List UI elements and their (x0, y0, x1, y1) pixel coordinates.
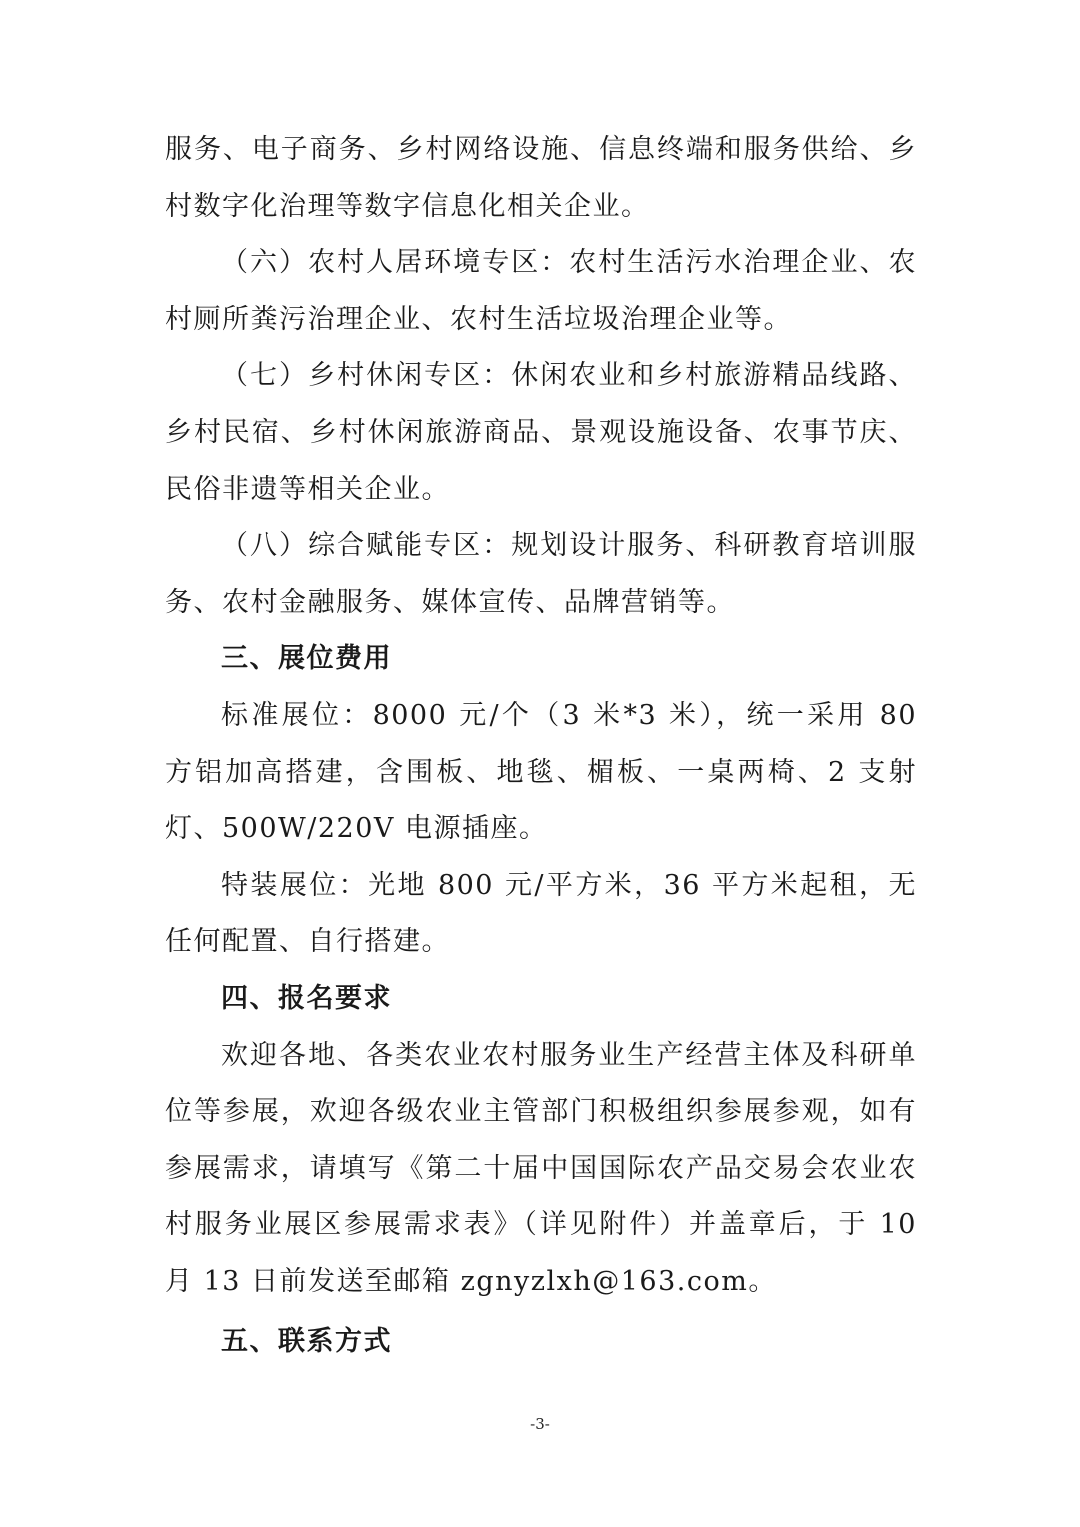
paragraph-rural-living-environment: （六）农村人居环境专区：农村生活污水治理企业、农村厕所粪污治理企业、农村生活垃圾治理企业等。 (165, 247, 917, 335)
section-heading-booth-fees: 三、展位费用 (221, 643, 392, 675)
section-heading-registration: 四、报名要求 (221, 982, 392, 1014)
paragraph-rural-leisure: （七）乡村休闲专区：休闲农业和乡村旅游精品线路、乡村民宿、乡村休闲旅游商品、景观设施设备、农事节庆、民俗非遗等相关企业。 (165, 360, 917, 505)
paragraph-digital-services: 服务、电子商务、乡村网络设施、信息终端和服务供给、乡村数字化治理等数字信息化相关企业。 (165, 134, 917, 222)
paragraph-standard-booth: 标准展位：8000 元/个（3 米*3 米），统一采用 80 方铝加高搭建，含围板、地毯、楣板、一桌两椅、2 支射灯、500W/220V 电源插座。 (165, 699, 917, 845)
paragraph-special-booth: 特装展位：光地 800 元/平方米，36 平方米起租，无任何配置、自行搭建。 (165, 869, 917, 958)
body-text (165, 122, 917, 1371)
section-heading-contact: 五、联系方式 (221, 1326, 392, 1358)
page-number: -3- (530, 1415, 550, 1433)
paragraph-registration-details: 欢迎各地、各类农业农村服务业生产经营主体及科研单位等参展，欢迎各级农业主管部门积极组织参展参观，如有参展需求，请填写《第二十届中国国际农产品交易会农业农村服务业展区参展需求表》（详见附件）并盖章后，于 10 月 13 日前发送至邮箱 zgnyzlxh@163.com。 (165, 1039, 917, 1297)
paragraph-comprehensive-empowerment: （八）综合赋能专区：规划设计服务、科研教育培训服务、农村金融服务、媒体宣传、品牌营销等。 (165, 530, 917, 618)
